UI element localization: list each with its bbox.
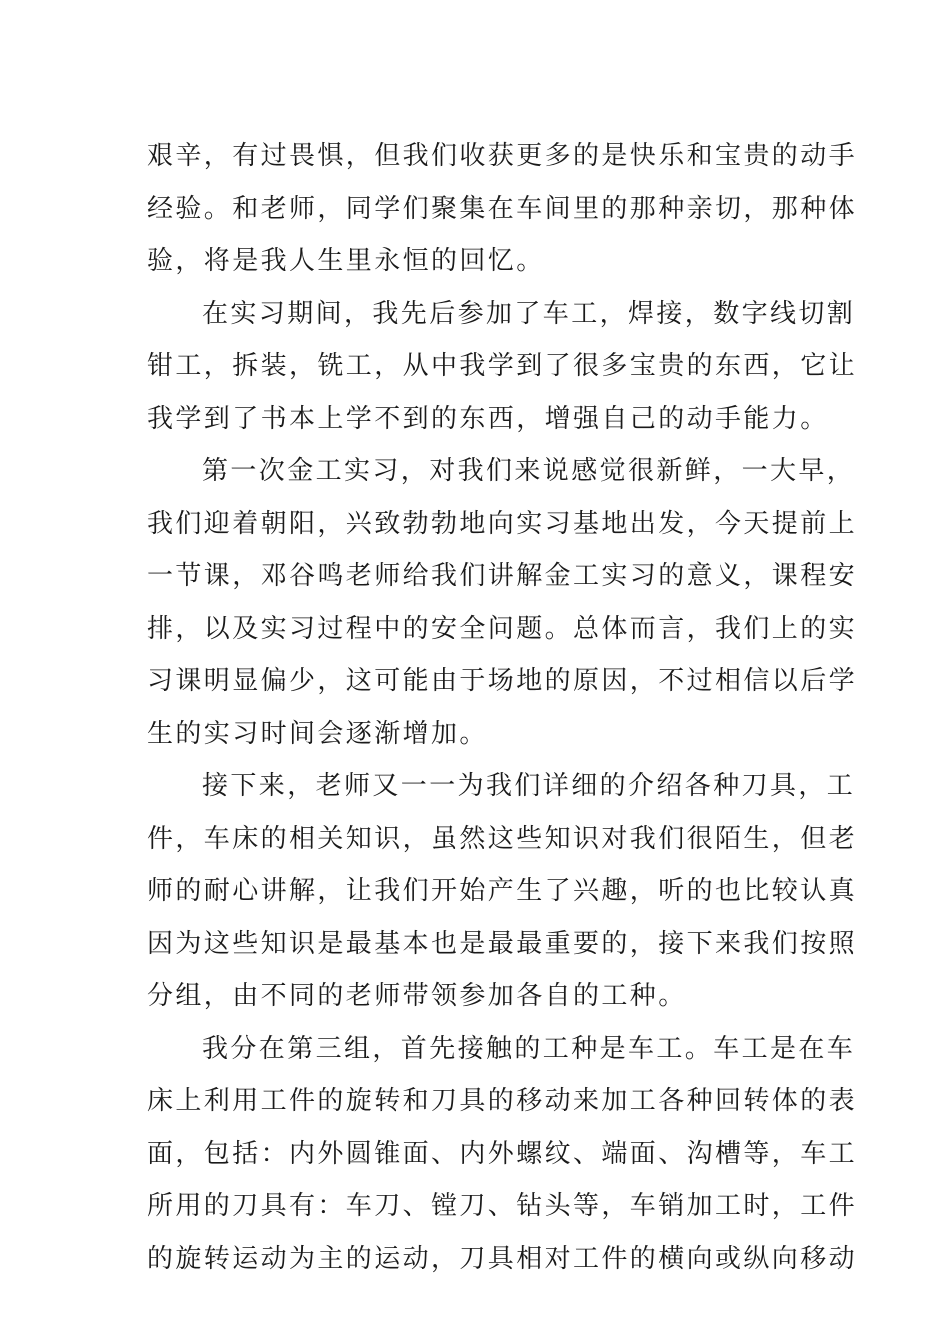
paragraph-first-line: 在实习期间，我先后参加了车工，焊接，数字线切割 <box>202 298 856 329</box>
text-line: 我学到了书本上学不到的东西，增强自己的动手能力。 <box>147 403 829 434</box>
paragraph-first-line: 第一次金工实习，对我们来说感觉很新鲜，一大早， <box>202 456 856 486</box>
text-line: 床上利用工件的旋转和刀具的移动来加工各种回转体的表 <box>147 1086 858 1116</box>
text-line: 因为这些知识是最基本也是最最重要的，接下来我们按照 <box>147 928 858 959</box>
text-line: 我们迎着朝阳，兴致勃勃地向实习基地出发，今天提前上 <box>147 508 858 539</box>
text-line: 分组，由不同的老师带领参加各自的工种。 <box>147 981 687 1011</box>
text-line: 面，包括：内外圆锥面、内外螺纹、端面、沟槽等，车工 <box>147 1138 858 1169</box>
text-line: 艰辛，有过畏惧，但我们收获更多的是快乐和宝贵的动手 <box>147 141 858 171</box>
text-line: 件，车床的相关知识，虽然这些知识对我们很陌生，但老 <box>147 823 858 854</box>
text-line: 经验。和老师，同学们聚集在车间里的那种亲切，那种体 <box>147 193 858 224</box>
text-line: 排，以及实习过程中的安全问题。总体而言，我们上的实 <box>147 613 858 644</box>
text-line: 生的实习时间会逐渐增加。 <box>147 718 488 749</box>
text-line: 一节课，邓谷鸣老师给我们讲解金工实习的意义，课程安 <box>147 561 858 591</box>
paragraph-first-line: 我分在第三组，首先接触的工种是车工。车工是在车 <box>202 1033 856 1064</box>
text-line: 师的耐心讲解，让我们开始产生了兴趣，听的也比较认真 <box>147 876 858 906</box>
body-text <box>147 130 858 1285</box>
text-line: 钳工，拆装，铣工，从中我学到了很多宝贵的东西，它让 <box>147 351 858 381</box>
text-line: 所用的刀具有：车刀、镗刀、钻头等，车销加工时，工件 <box>147 1191 858 1221</box>
text-line: 习课明显偏少，这可能由于场地的原因，不过相信以后学 <box>147 666 858 696</box>
text-line: 验，将是我人生里永恒的回忆。 <box>147 246 545 276</box>
paragraph-first-line: 接下来，老师又一一为我们详细的介绍各种刀具，工 <box>202 771 856 801</box>
text-line: 的旋转运动为主的运动，刀具相对工件的横向或纵向移动 <box>147 1243 858 1274</box>
